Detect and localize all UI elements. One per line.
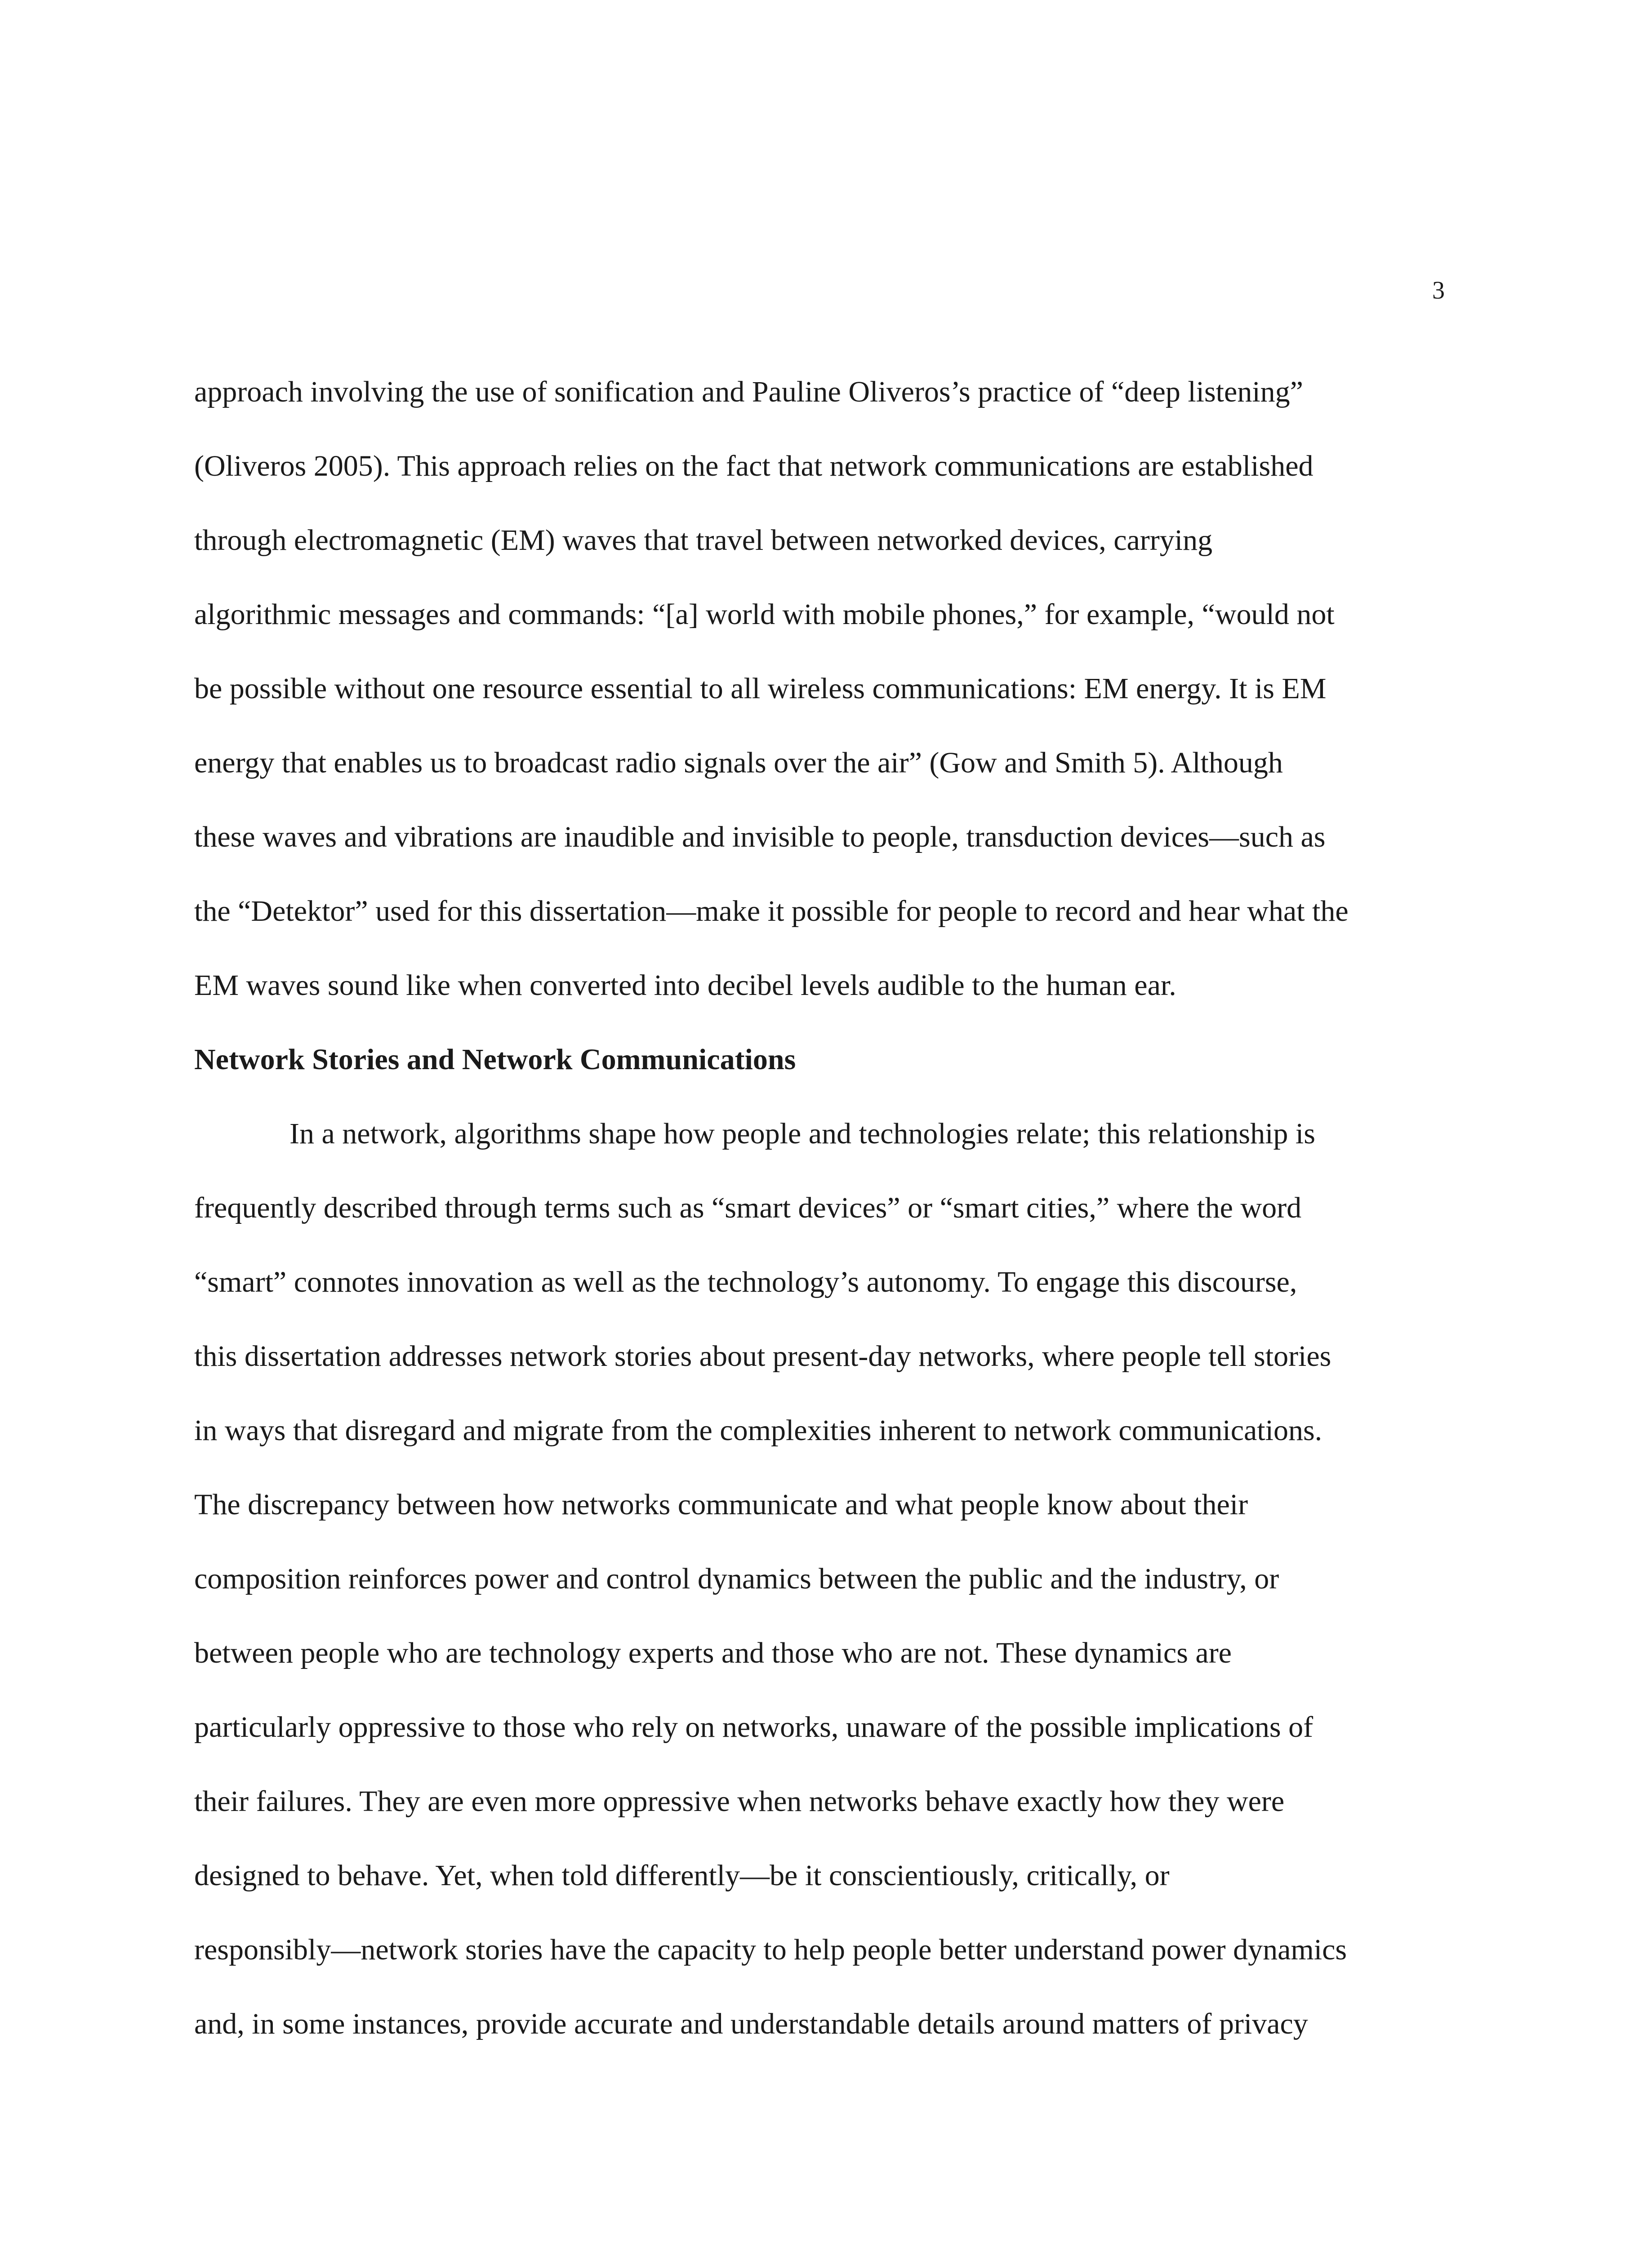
text-line: EM waves sound like when converted into decibel levels audible to the human ear. (194, 969, 1176, 1002)
text-line: In a network, algorithms shape how people and technologies relate; this relationship is (289, 1117, 1315, 1150)
text-line: particularly oppressive to those who rely on networks, unaware of the possible implications of (194, 1711, 1314, 1744)
text-line: their failures. They are even more oppressive when networks behave exactly how they were (194, 1785, 1285, 1818)
text-line: this dissertation addresses network stories about present-day networks, where people tell stories (194, 1340, 1331, 1373)
page-number: 3 (1432, 277, 1445, 304)
text-line: energy that enables us to broadcast radio signals over the air” (Gow and Smith 5). Although (194, 746, 1283, 779)
paragraph-continued (194, 375, 1461, 1043)
text-line: frequently described through terms such as “smart devices” or “smart cities,” where the word (194, 1191, 1302, 1224)
text-line: between people who are technology experts and those who are not. These dynamics are (194, 1637, 1232, 1669)
text-line: be possible without one resource essential to all wireless communications: EM energy. It is EM (194, 672, 1327, 705)
body-text (194, 375, 1461, 2082)
text-line: “smart” connotes innovation as well as the technology’s autonomy. To engage this discourse, (194, 1266, 1297, 1298)
text-line: algorithmic messages and commands: “[a] world with mobile phones,” for example, “would not (194, 598, 1335, 631)
text-line: The discrepancy between how networks communicate and what people know about their (194, 1488, 1248, 1521)
text-line: responsibly—network stories have the capacity to help people better understand power dynamics (194, 1933, 1347, 1966)
text-line: (Oliveros 2005). This approach relies on the fact that network communications are established (194, 450, 1314, 482)
section-heading: Network Stories and Network Communications (194, 1043, 796, 1076)
text-line: designed to behave. Yet, when told differently—be it conscientiously, critically, or (194, 1859, 1170, 1892)
text-line: the “Detektor” used for this dissertation—make it possible for people to record and hear what the (194, 895, 1349, 928)
text-line: approach involving the use of sonification and Pauline Oliveros’s practice of “deep listening” (194, 375, 1303, 408)
paragraph-network-stories (194, 1117, 1461, 2082)
text-line: in ways that disregard and migrate from the complexities inherent to network communications. (194, 1414, 1322, 1447)
text-line: these waves and vibrations are inaudible and invisible to people, transduction devices—such as (194, 821, 1326, 853)
text-line: and, in some instances, provide accurate and understandable details around matters of privacy (194, 2007, 1308, 2040)
text-line: composition reinforces power and control dynamics between the public and the industry, or (194, 1562, 1279, 1595)
text-line: through electromagnetic (EM) waves that travel between networked devices, carrying (194, 524, 1213, 557)
